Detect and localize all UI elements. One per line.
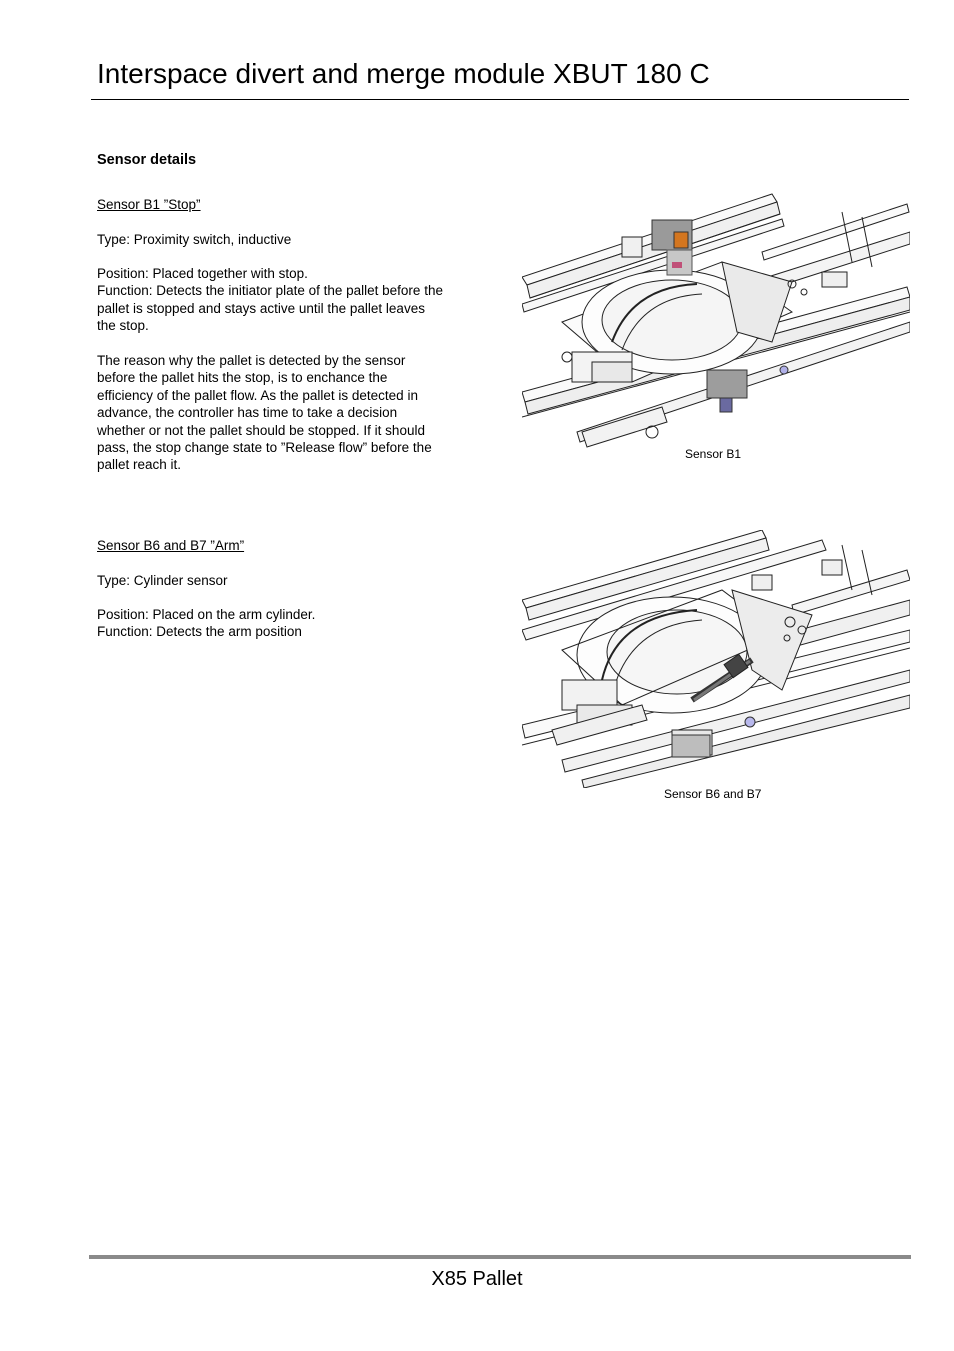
- footer-divider: [89, 1255, 911, 1259]
- section-heading: Sensor details: [97, 152, 197, 168]
- sensor-b1-position: [97, 265, 477, 335]
- sensor-b6-b7-type-text: Type: Cylinder sensor: [97, 573, 228, 588]
- sensor-b1-type: [97, 231, 477, 248]
- sensor-b6-b7-figure: [522, 530, 910, 788]
- text-line: before the pallet hits the stop, is to enchance the: [97, 370, 388, 386]
- text-line: efficiency of the pallet flow. As the pallet is detected in: [97, 387, 418, 403]
- sensor-b1-subheading: Sensor B1 ”Stop”: [97, 197, 201, 212]
- sensor-b1-figure: [522, 192, 910, 450]
- text-line: Function: Detects the arm position: [97, 624, 302, 640]
- title-divider: [91, 99, 909, 100]
- text-line: advance, the controller has time to take a decision: [97, 405, 398, 421]
- sensor-b1-type-text: Type: Proximity switch, inductive: [97, 232, 292, 247]
- page-title: Interspace divert and merge module XBUT 180 C: [97, 58, 710, 89]
- text-line: Position: Placed together with stop.: [97, 266, 308, 281]
- sensor-b1-caption: Sensor B1: [685, 447, 742, 461]
- sensor-b6-b7-caption: Sensor B6 and B7: [664, 787, 762, 801]
- text-line: Function: Detects the initiator plate of the pallet before the: [97, 283, 443, 299]
- text-line: pallet is stopped and stays active until the pallet leaves: [97, 300, 425, 316]
- text-line: the stop.: [97, 318, 149, 334]
- sensor-b6-b7-position: [97, 606, 477, 641]
- footer-text: X85 Pallet: [431, 1268, 523, 1290]
- text-line: whether or not the pallet should be stopped. If it should: [97, 422, 425, 438]
- sensor-b1-reason: [97, 352, 477, 474]
- sensor-b6-b7-type: [97, 572, 477, 589]
- text-line: pallet reach it.: [97, 457, 182, 473]
- text-line: Position: Placed on the arm cylinder.: [97, 607, 316, 622]
- text-line: The reason why the pallet is detected by the sensor: [97, 353, 406, 368]
- sensor-b6-b7-subheading: Sensor B6 and B7 ”Arm”: [97, 538, 245, 553]
- text-line: pass, the stop change state to ”Release flow” before the: [97, 440, 432, 456]
